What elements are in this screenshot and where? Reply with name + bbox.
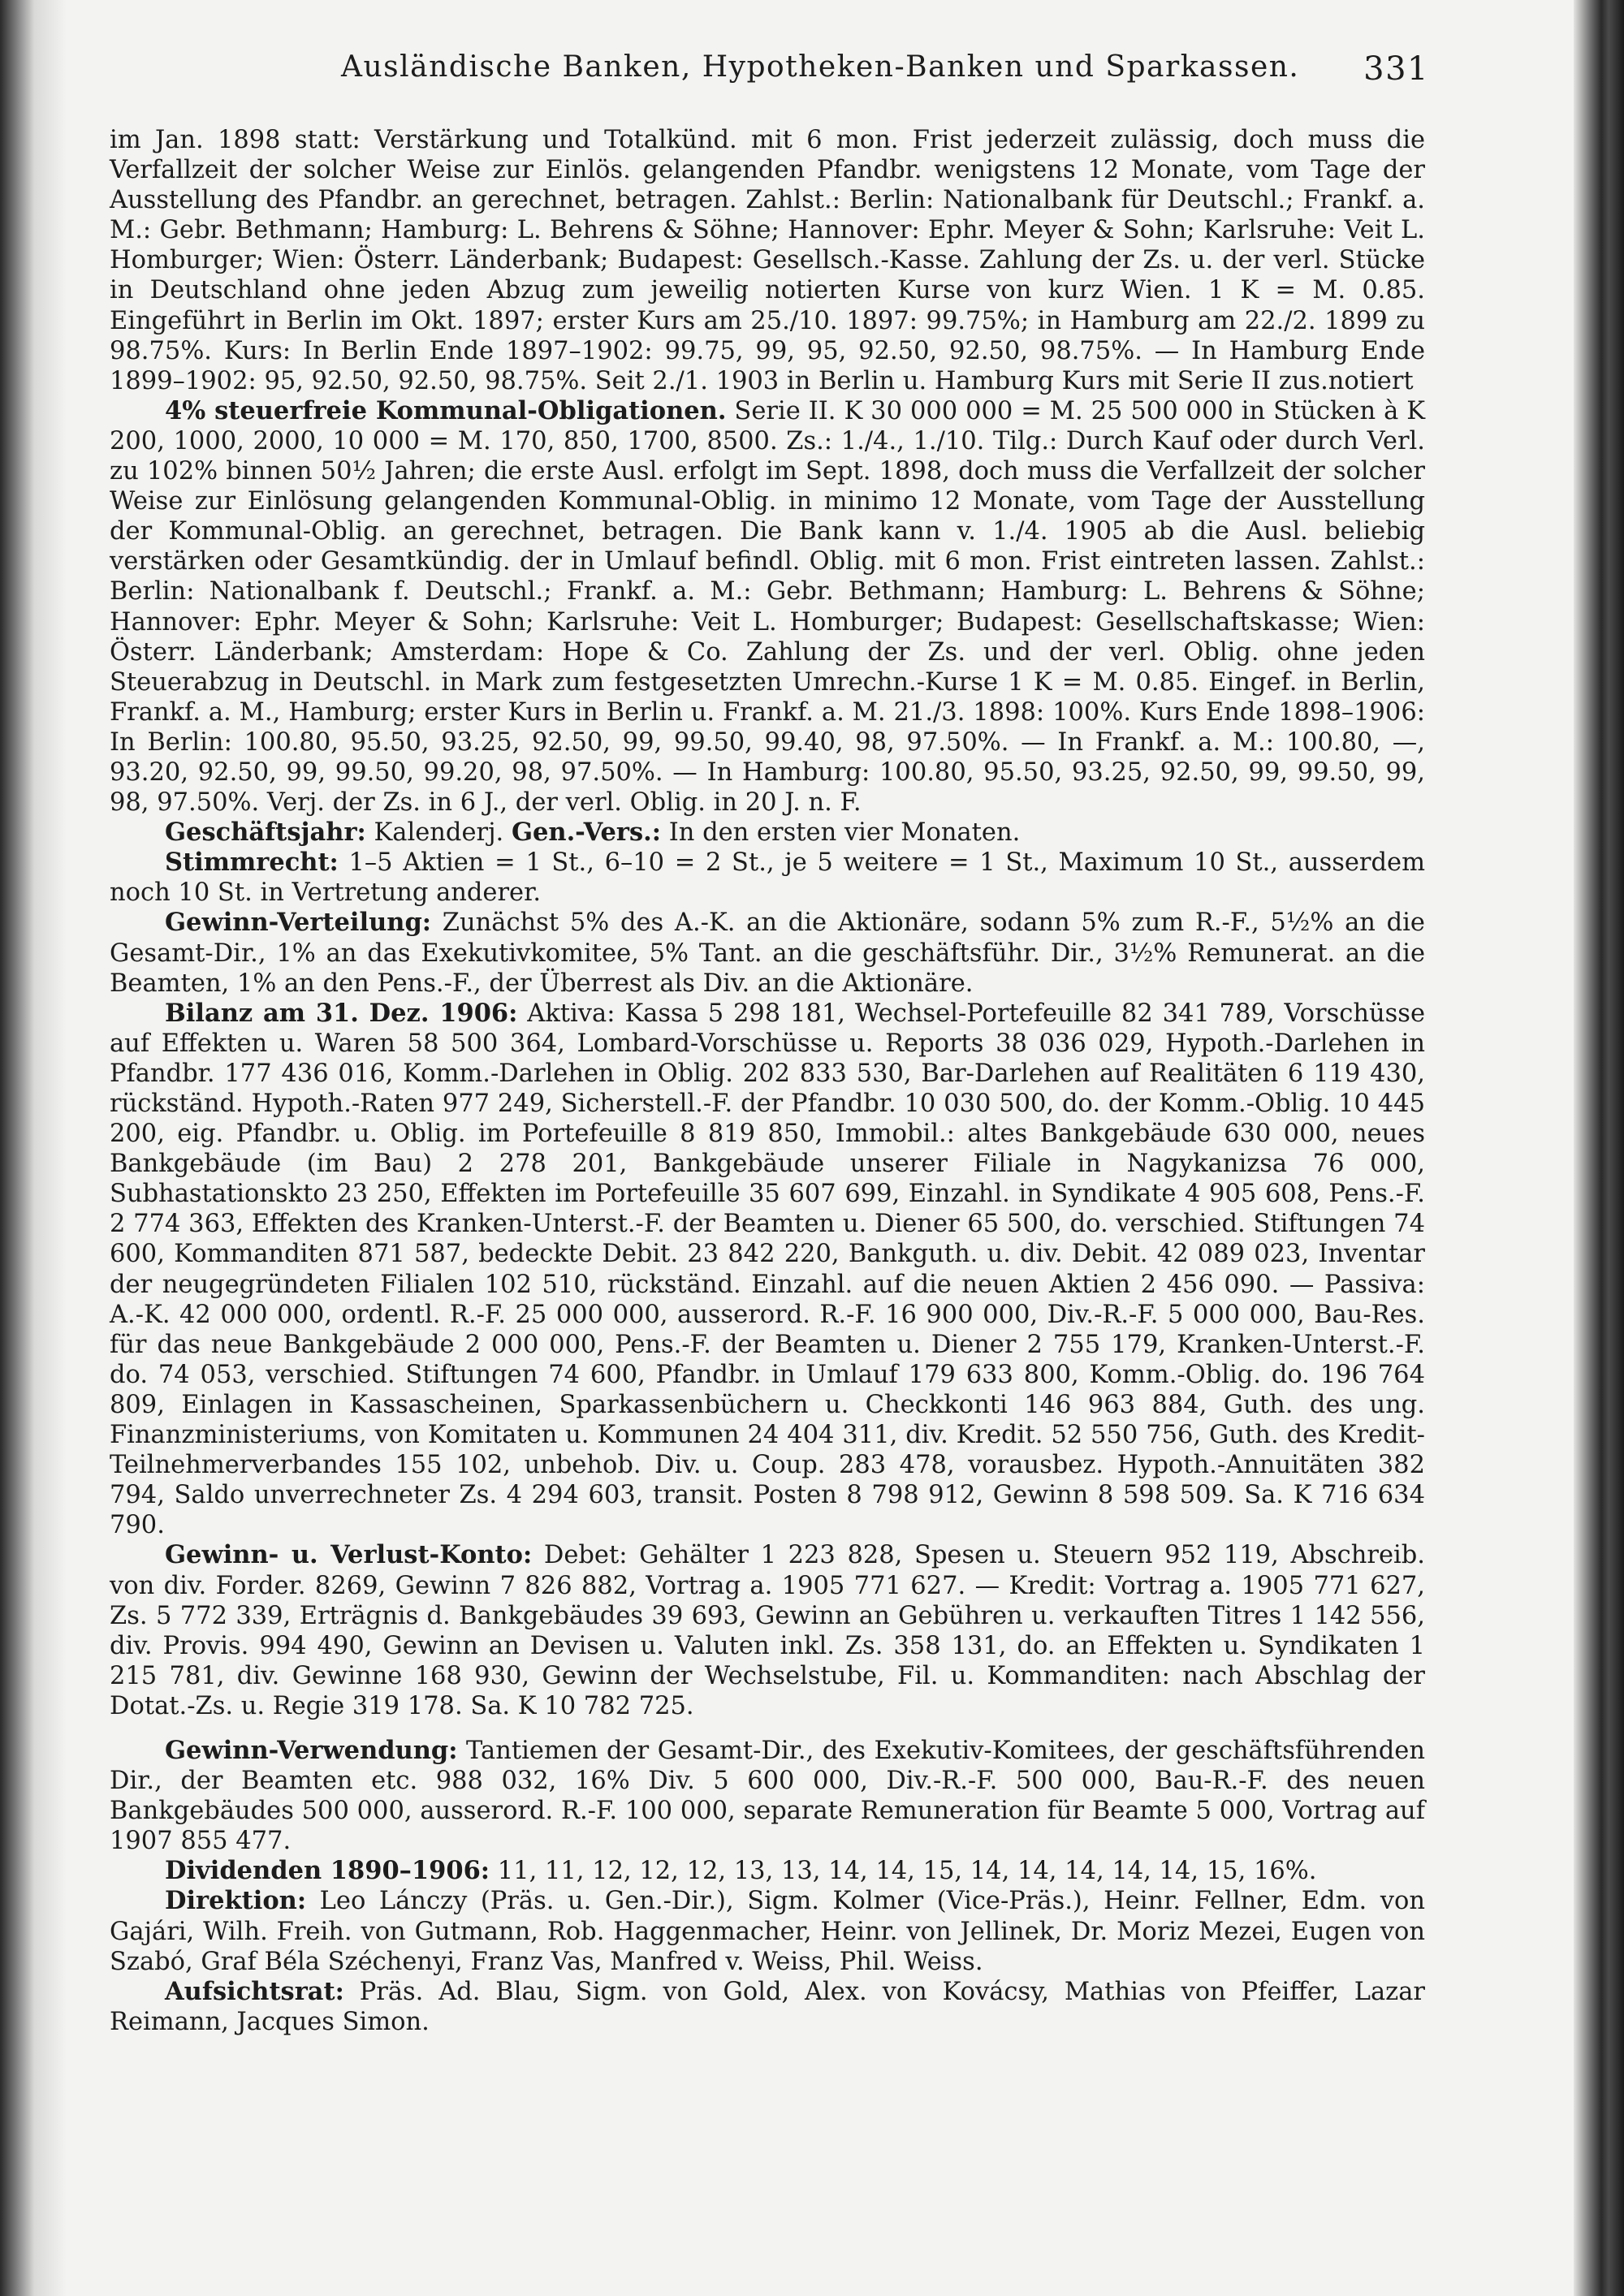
section-heading-gen-vers: Gen.-Vers.: [511, 818, 662, 848]
paragraph-text: Serie II. K 30 000 000 = M. 25 500 000 in Stücken à K 200, 1000, 2000, 10 000 = M. 170, 850, 1700, 8500. Zs.: 1./4., 1./10. Tilg.: Durch Kauf oder durch Verl. zu 102% binnen 50½ Jahren; die erste Ausl. erfolgt im Sept. 1898, doch muss die Verfallzeit der solcher Weise zur Einlösung gelangenden Kommunal-Oblig. in minimo 12 Monate, vom Tage der Ausstellung der Kommunal-Oblig. an gerechnet, betragen. Die Bank kann v. 1./4. 1905 ab die Ausl. beliebig verstärken oder Gesamtkündig. der in Umlauf befindl. Oblig. mit 6 mon. Frist eintreten lassen. Zahlst.: Berlin: Nationalbank f. Deutschl.; Frankf. a. M.: Gebr. Bethmann; Hamburg: L. Behrens & Söhne; Hannover: Ephr. Meyer & Sohn; Karlsruhe: Veit L. Homburger; Budapest: Gesellschaftskasse; Wien: Österr. Länderbank; Amsterdam: Hope & Co. Zahlung der Zs. und der verl. Oblig. ohne jeden Steuerabzug in Deutschl. in Mark zum festgesetzten Umrechn.-Kurse 1 K = M. 0.85. Eingef. in Berlin, Frankf. a. M., Hamburg; erster Kurs in Berlin u. Frankf. a. M. 21./3. 1898: 100%. Kurs Ende 1898–1906: In Berlin: 100.80, 95.50, 93.25, 92.50, 99, 99.50, 99.40, 98, 97.50%. — In Frankf. a. M.: 100.80, —, 93.20, 92.50, 99, 99.50, 99.20, 98, 97.50%. — In Hamburg: 100.80, 95.50, 93.25, 92.50, 99, 99.50, 99, 98, 97.50%. Verj. der Zs. in 6 J., der verl. Oblig. in 20 J. n. F. [110, 396, 1425, 818]
paragraph-pfandbrief-continuation [110, 125, 1425, 396]
section-heading: Gewinn-Verteilung: [165, 908, 432, 938]
paragraph-text: im Jan. 1898 statt: Verstärkung und Totalkünd. mit 6 mon. Frist jederzeit zulässig, doch muss die Verfallzeit der solcher Weise zur Einlös. gelangenden Pfandbr. wenigstens 12 Monate, vom Tage der Ausstellung des Pfandbr. an gerechnet, betragen. Zahlst.: Berlin: Nationalbank für Deutschl.; Frankf. a. M.: Gebr. Bethmann; Hamburg: L. Behrens & Söhne; Hannover: Ephr. Meyer & Sohn; Karlsruhe: Veit L. Homburger; Wien: Österr. Länderbank; Budapest: Gesellsch.-Kasse. Zahlung der Zs. u. der verl. Stücke in Deutschland ohne jeden Abzug zum jeweilig notierten Kurse von kurz Wien. 1 K = M. 0.85. Eingeführt in Berlin im Okt. 1897; erster Kurs am 25./10. 1897: 99.75%; in Hamburg am 22./2. 1899 zu 98.75%. Kurs: In Berlin Ende 1897–1902: 99.75, 99, 95, 92.50, 92.50, 98.75%. — In Hamburg Ende 1899–1902: 95, 92.50, 92.50, 98.75%. Seit 2./1. 1903 in Berlin u. Hamburg Kurs mit Serie II zus.notiert [110, 126, 1425, 395]
paragraph-aufsichtsrat [110, 1977, 1425, 2037]
page-number: 331 [1363, 50, 1429, 88]
scan-left-shadow [34, 0, 67, 2296]
paragraph-geschaeftsjahr [110, 818, 1425, 848]
paragraph-direktion [110, 1886, 1425, 1976]
section-heading: Bilanz am 31. Dez. 1906: [165, 998, 518, 1028]
paragraph-text: Debet: Gehälter 1 223 828, Spesen u. Steuern 952 119, Abschreib. von div. Forder. 8269, Gewinn 7 826 882, Vortrag a. 1905 771 627. — Kredit: Vortrag a. 1905 771 627, Zs. 5 772 339, Erträgnis d. Bankgebäudes 39 693, Gewinn an Gebühren u. verkauften Titres 1 142 556, div. Provis. 994 490, Gewinn an Devisen u. Valuten inkl. Zs. 358 131, do. an Effekten u. Syndikaten 1 215 781, div. Gewinne 168 930, Gewinn der Wechselstube, Fil. u. Kommanditen: nach Abschlag der Dotat.-Zs. u. Regie 319 178. Sa. K 10 782 725. [110, 1541, 1425, 1720]
paragraph-text-2: In den ersten vier Monaten. [661, 818, 1021, 848]
paragraph-gewinn-verwendung [110, 1736, 1425, 1856]
section-heading: Aufsichtsrat: [165, 1976, 344, 2006]
paragraph-gewinn-verlust-konto [110, 1540, 1425, 1721]
paragraph-text: Zunächst 5% des A.-K. an die Aktionäre, sodann 5% zum R.-F., 5½% an die Gesamt-Dir., 1% an das Exekutivkomitee, 5% Tant. an die geschäftsführ. Dir., 3½% Remunerat. an die Beamten, 1% an den Pens.-F., der Überrest als Div. an die Aktionäre. [110, 908, 1425, 998]
document-page [110, 50, 1429, 2037]
section-heading: Geschäftsjahr: [165, 818, 366, 848]
section-heading: 4% steuerfreie Kommunal-Obligationen. [165, 395, 727, 425]
scan-left-edge [0, 0, 34, 2296]
scan-right-edge [1574, 0, 1624, 2296]
section-heading: Gewinn- u. Verlust-Konto: [165, 1540, 533, 1570]
paragraph-dividenden [110, 1856, 1425, 1886]
paragraph-bilanz [110, 999, 1425, 1541]
section-heading: Direktion: [165, 1886, 307, 1916]
paragraph-kommunal-obligationen [110, 396, 1425, 818]
paragraph-text: Präs. Ad. Blau, Sigm. von Gold, Alex. von Kovácsy, Mathias von Pfeiffer, Lazar Reimann, Jacques Simon. [110, 1977, 1425, 2036]
paragraph-text: 1–5 Aktien = 1 St., 6–10 = 2 St., je 5 weitere = 1 St., Maximum 10 St., ausserdem noch 10 St. in Vertretung anderer. [110, 848, 1425, 908]
paragraph-gewinn-verteilung [110, 908, 1425, 998]
section-heading: Stimmrecht: [165, 848, 339, 878]
paragraph-text: Tantiemen der Gesamt-Dir., des Exekutiv-Komitees, der geschäftsführenden Dir., der Beamten etc. 988 032, 16% Div. 5 600 000, Div.-R.-F. 500 000, Bau-R.-F. des neuen Bankgebäudes 500 000, ausserord. R.-F. 100 000, separate Remuneration für Beamte 5 000, Vortrag auf 1907 855 477. [110, 1736, 1425, 1856]
paragraph-text: Aktiva: Kassa 5 298 181, Wechsel-Portefeuille 82 341 789, Vorschüsse auf Effekten u. Waren 58 500 364, Lombard-Vorschüsse u. Reports 38 036 029, Hypoth.-Darlehen in Pfandbr. 177 436 016, Komm.-Darlehen in Oblig. 202 833 530, Bar-Darlehen auf Realitäten 6 119 430, rückständ. Hypoth.-Raten 977 249, Sicherstell.-F. der Pfandbr. 10 030 500, do. der Komm.-Oblig. 10 445 200, eig. Pfandbr. u. Oblig. im Portefeuille 8 819 850, Immobil.: altes Bankgebäude 630 000, neues Bankgebäude (im Bau) 2 278 201, Bankgebäude unserer Filiale in Nagykanizsa 76 000, Subhastationskto 23 250, Effekten im Portefeuille 35 607 699, Einzahl. in Syndikate 4 905 608, Pens.-F. 2 774 363, Effekten des Kranken-Unterst.-F. der Beamten u. Diener 65 500, do. verschied. Stiftungen 74 600, Kommanditen 871 587, bedeckte Debit. 23 842 220, Bankguth. u. div. Debit. 42 089 023, Inventar der neugegründeten Filialen 102 510, rückständ. Einzahl. auf die neuen Aktien 2 456 090. — Passiva: A.-K. 42 000 000, ordentl. R.-F. 25 000 000, ausserord. R.-F. 16 900 000, Div.-R.-F. 5 000 000, Bau-Res. für das neue Bankgebäude 2 000 000, Pens.-F. der Beamten u. Diener 2 755 179, Kranken-Unterst.-F. do. 74 053, verschied. Stiftungen 74 600, Pfandbr. in Umlauf 179 633 800, Komm.-Oblig. do. 196 764 809, Einlagen in Kassascheinen, Sparkassenbüchern u. Checkkonti 146 963 884, Guth. des ung. Finanzministeriums, von Komitaten u. Kommunen 24 404 311, div. Kredit. 52 550 756, Guth. des Kredit-Teilnehmerverbandes 155 102, unbehob. Div. u. Coup. 283 478, vorausbez. Hypoth.-Annuitäten 382 794, Saldo unverrechneter Zs. 4 294 603, transit. Posten 8 798 912, Gewinn 8 598 509. Sa. K 716 634 790. [110, 999, 1425, 1540]
page-header [110, 50, 1429, 99]
paragraph-text: Leo Lánczy (Präs. u. Gen.-Dir.), Sigm. Kolmer (Vice-Präs.), Heinr. Fellner, Edm. von Gajári, Wilh. Freih. von Gutmann, Rob. Haggenmacher, Heinr. von Jellinek, Dr. Moriz Mezei, Eugen von Szabó, Graf Béla Széchenyi, Franz Vas, Manfred v. Weiss, Phil. Weiss. [110, 1887, 1425, 1976]
page-body [110, 125, 1425, 2037]
section-heading: Dividenden 1890–1906: [165, 1856, 490, 1886]
paragraph-text: Kalenderj. [365, 818, 512, 848]
section-heading: Gewinn-Verwendung: [165, 1735, 458, 1765]
running-title: Ausländische Banken, Hypotheken-Banken und Sparkassen. [341, 50, 1300, 84]
paragraph-text: 11, 11, 12, 12, 12, 13, 13, 14, 14, 15, 14, 14, 14, 14, 14, 15, 16%. [490, 1857, 1317, 1886]
paragraph-stimmrecht [110, 848, 1425, 908]
